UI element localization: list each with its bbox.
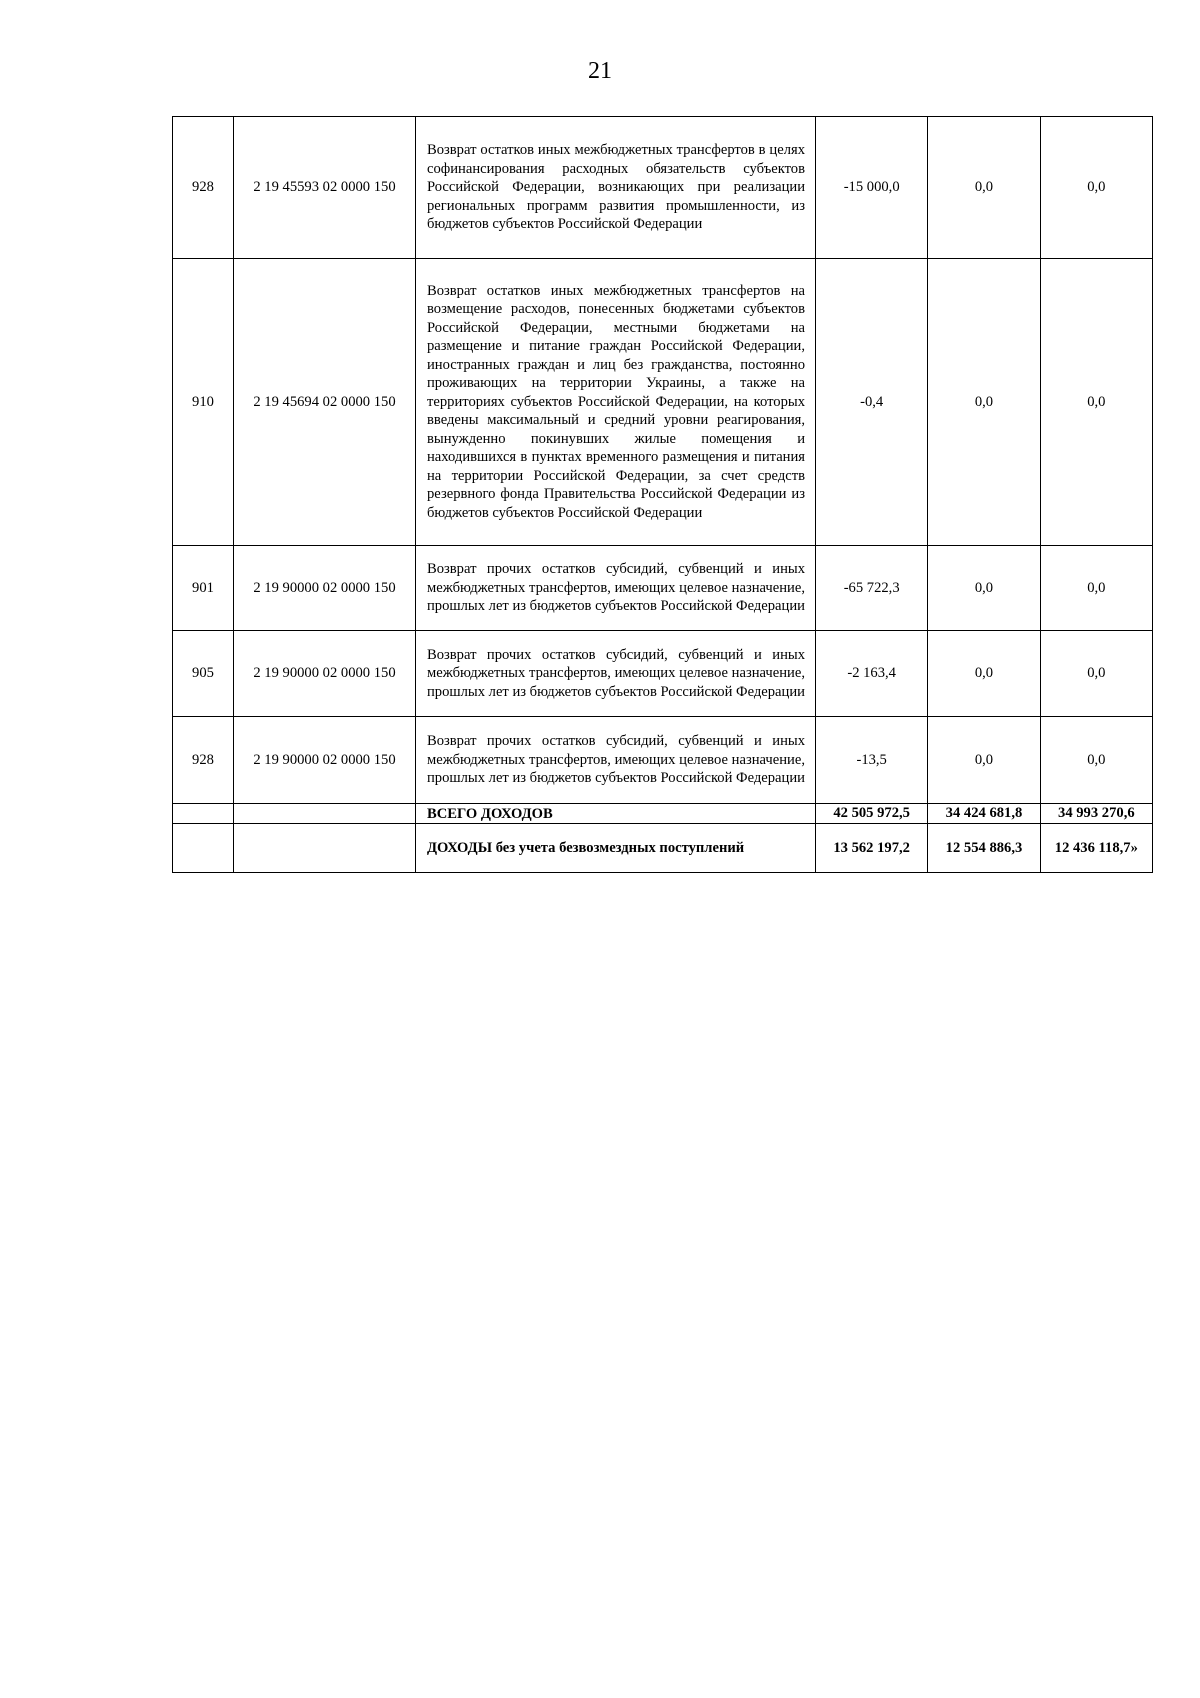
budget-code-cell: 2 19 90000 02 0000 150 [234, 631, 416, 717]
total-row [173, 824, 1153, 873]
table-row [173, 546, 1153, 631]
income-name-cell: Возврат прочих остатков субсидий, субвенций и иных межбюджетных трансфертов, имеющих целевое назначение, прошлых лет из бюджетов субъектов Российской Федерации [416, 717, 816, 804]
amount-year1-cell: -15 000,0 [816, 117, 928, 259]
table-row [173, 631, 1153, 717]
admin-code-cell: 905 [173, 631, 234, 717]
amount-year3-cell: 0,0 [1040, 117, 1152, 259]
budget-code-cell: 2 19 45694 02 0000 150 [234, 259, 416, 546]
empty-cell [173, 824, 234, 873]
page-number: 21 [588, 58, 612, 84]
table-row [173, 259, 1153, 546]
amount-year1-cell: -2 163,4 [816, 631, 928, 717]
total-row [173, 804, 1153, 824]
admin-code-cell: 928 [173, 117, 234, 259]
revenue-table [172, 116, 1153, 873]
total-income-label: ВСЕГО ДОХОДОВ [416, 804, 816, 824]
budget-code-cell: 2 19 90000 02 0000 150 [234, 717, 416, 804]
total-year2-cell: 34 424 681,8 [928, 804, 1040, 824]
amount-year3-cell: 0,0 [1040, 631, 1152, 717]
empty-cell [173, 804, 234, 824]
amount-year3-cell: 0,0 [1040, 717, 1152, 804]
table-row [173, 717, 1153, 804]
budget-code-cell: 2 19 45593 02 0000 150 [234, 117, 416, 259]
empty-cell [234, 804, 416, 824]
subtotal-year2-cell: 12 554 886,3 [928, 824, 1040, 873]
empty-cell [234, 824, 416, 873]
non-gratuitous-income-label: ДОХОДЫ без учета безвозмездных поступлений [416, 824, 816, 873]
table-row [173, 117, 1153, 259]
subtotal-year1-cell: 13 562 197,2 [816, 824, 928, 873]
admin-code-cell: 928 [173, 717, 234, 804]
amount-year2-cell: 0,0 [928, 631, 1040, 717]
admin-code-cell: 910 [173, 259, 234, 546]
amount-year1-cell: -13,5 [816, 717, 928, 804]
total-year1-cell: 42 505 972,5 [816, 804, 928, 824]
amount-year1-cell: -0,4 [816, 259, 928, 546]
total-year3-cell: 34 993 270,6 [1040, 804, 1152, 824]
amount-year1-cell: -65 722,3 [816, 546, 928, 631]
amount-year2-cell: 0,0 [928, 117, 1040, 259]
amount-year3-cell: 0,0 [1040, 259, 1152, 546]
amount-year2-cell: 0,0 [928, 546, 1040, 631]
budget-code-cell: 2 19 90000 02 0000 150 [234, 546, 416, 631]
income-name-cell: Возврат остатков иных межбюджетных трансфертов в целях софинансирования расходных обязательств субъектов Российской Федерации, возникающих при реализации региональных программ развития промышленности, из бюджетов субъектов Российской Федерации [416, 117, 816, 259]
amount-year2-cell: 0,0 [928, 717, 1040, 804]
income-name-cell: Возврат прочих остатков субсидий, субвенций и иных межбюджетных трансфертов, имеющих целевое назначение, прошлых лет из бюджетов субъектов Российской Федерации [416, 546, 816, 631]
subtotal-year3-cell: 12 436 118,7» [1040, 824, 1152, 873]
amount-year2-cell: 0,0 [928, 259, 1040, 546]
admin-code-cell: 901 [173, 546, 234, 631]
amount-year3-cell: 0,0 [1040, 546, 1152, 631]
income-name-cell: Возврат остатков иных межбюджетных трансфертов на возмещение расходов, понесенных бюджетами субъектов Российской Федерации, местными бюджетами на размещение и питание граждан Российской Федерации, иностранных граждан и лиц без гражданства, постоянно проживающих на территории Украины, а также на территориях субъектов Российской Федерации, на которых введены максимальный и средний уровни реагирования, вынужденно покинувших жилые помещения и находившихся в пунктах временного размещения и питания на территории Российской Федерации, за счет средств резервного фонда Правительства Российской Федерации из бюджетов субъектов Российской Федерации [416, 259, 816, 546]
income-name-cell: Возврат прочих остатков субсидий, субвенций и иных межбюджетных трансфертов, имеющих целевое назначение, прошлых лет из бюджетов субъектов Российской Федерации [416, 631, 816, 717]
